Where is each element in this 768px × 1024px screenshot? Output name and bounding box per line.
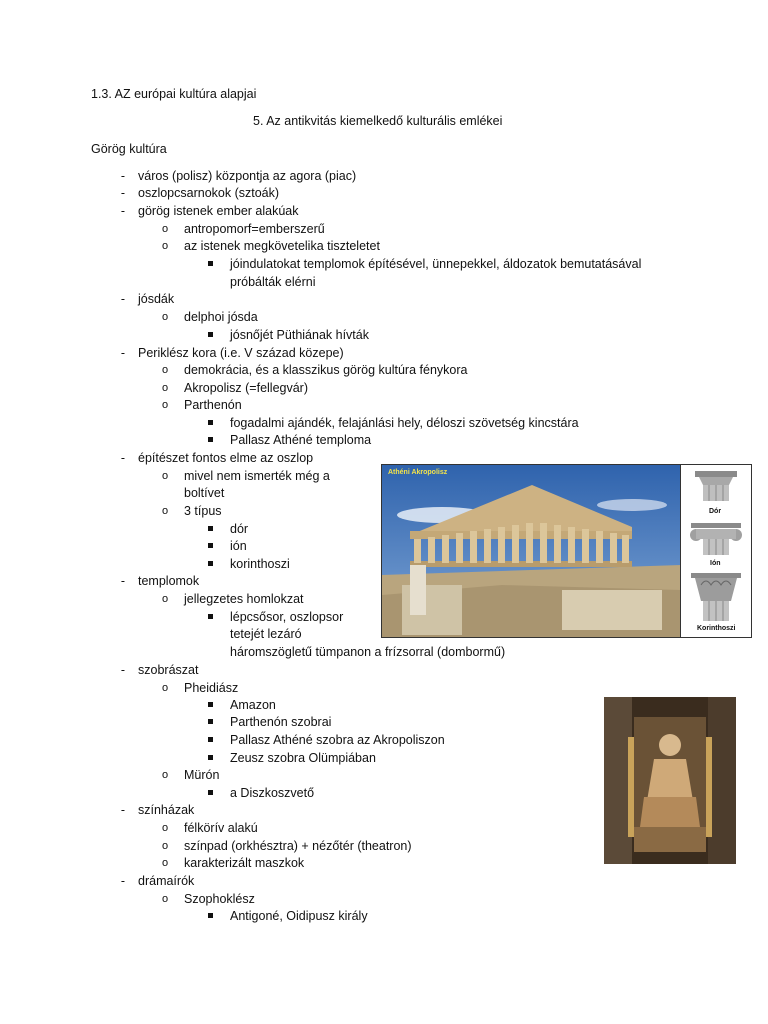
outline-item-text: Amazon xyxy=(230,698,276,712)
square-bullet-icon xyxy=(207,702,215,708)
outline-item-text: Pallasz Athéné temploma xyxy=(230,433,372,447)
outline-item-text: antropomorf=emberszerű xyxy=(184,222,325,236)
outline-item-text: ión xyxy=(230,539,247,553)
square-bullet-icon xyxy=(207,420,215,426)
dash-bullet: - xyxy=(120,186,126,200)
dash-bullet: - xyxy=(120,874,126,888)
circle-bullet: o xyxy=(161,311,169,323)
outline-item-text: dór xyxy=(230,522,249,536)
section-heading: Görög kultúra xyxy=(91,142,167,156)
circle-bullet: o xyxy=(161,240,169,252)
circle-bullet: o xyxy=(161,223,169,235)
chapter-heading: 1.3. AZ európai kultúra alapjai xyxy=(91,87,257,101)
corinthian-capital-icon xyxy=(691,573,741,621)
outline-item-text: mivel nem ismerték még a xyxy=(184,469,330,483)
square-bullet-icon xyxy=(207,719,215,725)
outline-item-text: jellegzetes homlokzat xyxy=(184,592,304,606)
outline-item-text: görög istenek ember alakúak xyxy=(138,204,299,218)
circle-bullet: o xyxy=(161,857,169,869)
outline-item-text: Parthenón szobrai xyxy=(230,715,332,729)
square-bullet-icon xyxy=(207,913,215,919)
square-bullet-icon xyxy=(207,437,215,443)
square-bullet-icon xyxy=(207,561,215,567)
outline-item-text: színházak xyxy=(138,803,195,817)
outline-item-text: Antigoné, Oidipusz király xyxy=(230,909,368,923)
dash-bullet: - xyxy=(120,574,126,588)
circle-bullet: o xyxy=(161,382,169,394)
circle-bullet: o xyxy=(161,593,169,605)
circle-bullet: o xyxy=(161,822,169,834)
outline-item-text: jósnőjét Püthiának hívták xyxy=(230,328,369,342)
outline-item-text: 3 típus xyxy=(184,504,222,518)
outline-item-text: Parthenón xyxy=(184,398,242,412)
square-bullet-icon xyxy=(207,790,215,796)
outline-item-text: szobrászat xyxy=(138,663,199,677)
ionic-capital-icon xyxy=(690,523,742,555)
square-bullet-icon xyxy=(207,755,215,761)
zeus-statue-illustration xyxy=(604,697,736,864)
outline-item-text: Pheidiász xyxy=(184,681,239,695)
circle-bullet: o xyxy=(161,470,169,482)
outline-item-text: templomok xyxy=(138,574,200,588)
outline-item-text: jóindulatokat templomok építésével, ünnepekkel, áldozatok bemutatásával xyxy=(230,257,642,271)
circle-bullet: o xyxy=(161,769,169,781)
dash-bullet: - xyxy=(120,663,126,677)
outline-item-text: Zeusz szobra Olümpiában xyxy=(230,751,376,765)
acropolis-photo xyxy=(381,464,682,638)
column-orders-panel xyxy=(680,464,752,638)
dash-bullet: - xyxy=(120,346,126,360)
square-bullet-icon xyxy=(207,614,215,620)
document-subtitle: 5. Az antikvitás kiemelkedő kulturális emlékei xyxy=(253,114,503,128)
outline-item-text: Pallasz Athéné szobra az Akropoliszon xyxy=(230,733,445,747)
outline-item-text: próbálták elérni xyxy=(230,275,316,289)
outline-item-text: félkörív alakú xyxy=(184,821,258,835)
corinthian-label: Korinthoszi xyxy=(697,625,736,632)
zeus-statue-photo xyxy=(604,697,736,864)
outline-item-text: korinthoszi xyxy=(230,557,290,571)
square-bullet-icon xyxy=(207,526,215,532)
column-orders-illustration xyxy=(681,465,751,637)
circle-bullet: o xyxy=(161,364,169,376)
outline-item-text: demokrácia, és a klasszikus görög kultúra fénykora xyxy=(184,363,468,377)
circle-bullet: o xyxy=(161,682,169,694)
dash-bullet: - xyxy=(120,451,126,465)
dash-bullet: - xyxy=(120,803,126,817)
outline-item-text: jósdák xyxy=(138,292,175,306)
outline-item-text: színpad (orkhésztra) + nézőtér (theatron) xyxy=(184,839,412,853)
outline-item-text: delphoi jósda xyxy=(184,310,258,324)
dash-bullet: - xyxy=(120,169,126,183)
parthenon-illustration xyxy=(382,465,681,637)
outline-item-text: Mürón xyxy=(184,768,220,782)
outline-item-text: tetejét lezáró xyxy=(230,627,302,641)
acropolis-caption: Athéni Akropolisz xyxy=(388,469,448,476)
outline-item-text: oszlopcsarnokok (sztoák) xyxy=(138,186,280,200)
outline-item-text: fogadalmi ajándék, felajánlási hely, déloszi szövetség kincstára xyxy=(230,416,579,430)
dash-bullet: - xyxy=(120,204,126,218)
square-bullet-icon xyxy=(207,543,215,549)
square-bullet-icon xyxy=(207,261,215,267)
outline-item-text: Szophoklész xyxy=(184,892,255,906)
dash-bullet: - xyxy=(120,292,126,306)
doric-capital-icon xyxy=(695,471,737,501)
outline-item-text: az istenek megkövetelika tiszteletet xyxy=(184,239,380,253)
doric-label: Dór xyxy=(709,508,722,515)
circle-bullet: o xyxy=(161,399,169,411)
ionic-label: Ión xyxy=(710,560,721,567)
outline-item-text: város (polisz) központja az agora (piac) xyxy=(138,169,357,183)
outline-item-text: Periklész kora (i.e. V század közepe) xyxy=(138,346,344,360)
circle-bullet: o xyxy=(161,840,169,852)
outline-item-text: építészet fontos elme az oszlop xyxy=(138,451,314,465)
outline-item-text: háromszögletű tümpanon a frízsorral (dombormű) xyxy=(230,645,506,659)
outline-item-text: drámaírók xyxy=(138,874,195,888)
circle-bullet: o xyxy=(161,893,169,905)
outline-item-text: karakterizált maszkok xyxy=(184,856,305,870)
outline-item-text: boltívet xyxy=(184,486,225,500)
square-bullet-icon xyxy=(207,332,215,338)
outline-item-text: Akropolisz (=fellegvár) xyxy=(184,381,309,395)
square-bullet-icon xyxy=(207,737,215,743)
outline-item-text: a Diszkoszvető xyxy=(230,786,315,800)
outline-item-text: lépcsősor, oszlopsor xyxy=(230,610,344,624)
circle-bullet: o xyxy=(161,505,169,517)
